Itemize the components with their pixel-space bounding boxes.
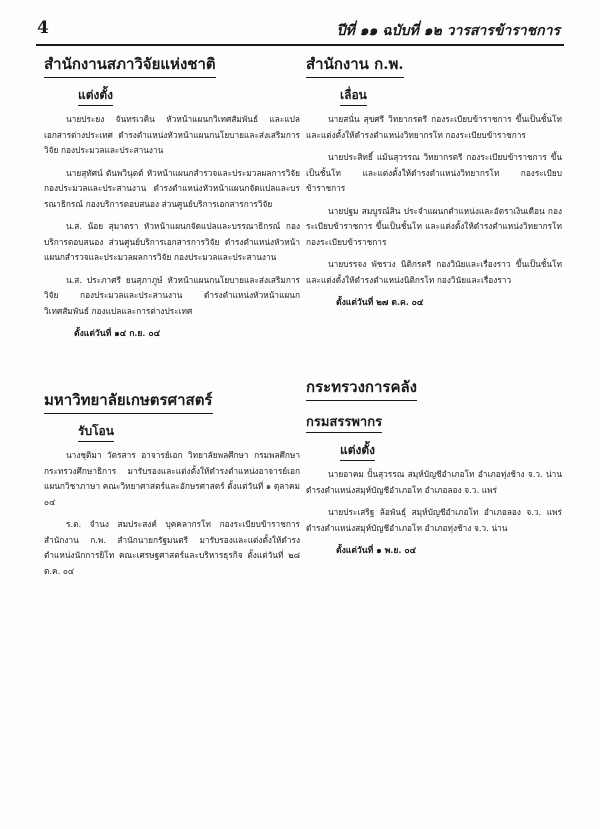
- section-national-research-council: [44, 52, 300, 340]
- promotion-paragraph: นายสนั่น สุขศรี วิทยากรตรี กองระเบียบข้าราชการ ขึ้นเป็นชั้นโท และแต่งตั้งให้ดำรงตำแหน่งวิทยากรโท กองระเบียบข้าราชการ: [306, 114, 562, 140]
- org-title: มหาวิทยาลัยเกษตรศาสตร์: [44, 388, 213, 414]
- appointment-paragraph: นายอาคม ปั้นสุวรรณ สมุห์บัญชีอำเภอโท อำเภอทุ่งช้าง จ.ว. น่าน ดำรงตำแหน่งสมุห์บัญชีอำเภอโท อำเภอลอง จ.ว. แพร่: [306, 469, 562, 495]
- appointment-paragraph: น.ส. น้อย สุมาตรา หัวหน้าแผนกจัดแปลและบรรณาธิกรณ์ กองบริการตอบสนอง ส่วนศูนย์บริการเอกสารการวิจัย ดำรงตำแหน่งหัวหน้าแผนกสำรวจและประมวลผลการวิจัย กองประมวลและประสานงาน: [44, 221, 300, 262]
- org-title: สำนักงาน ก.พ.: [306, 52, 404, 78]
- appointment-paragraph: นายสุทัศน์ ตันพวินุตต์ หัวหน้าแผนกสำรวจและประมวลผลการวิจัย กองประมวลและประสานงาน ดำรงตำแหน่งหัวหน้าแผนกจัดแปลและบรรณาธิกรณ์ กองบริการตอบสนอง ส่วนศูนย์บริการเอกสารการวิจัย: [44, 167, 300, 209]
- department-title: กรมสรรพากร: [306, 411, 382, 433]
- appointment-paragraph: นายประยง จันทรเวคิน หัวหน้าแผนกวิเทศสัมพันธ์ และแปลเอกสารต่างประเทศ ดำรงตำแหน่งหัวหน้าแผนกนโยบายและส่งเสริมการวิจัย กองประมวลและประสานงาน: [44, 114, 300, 155]
- effective-date: ตั้งแต่วันที่ ๑ พ.ย. ๐๔: [336, 546, 417, 556]
- appointment-paragraph: น.ส. ประภาศรี ยนสุภาภูษ์ หัวหน้าแผนกนโยบายและส่งเสริมการวิจัย กองประมวลและประสานงาน ดำรงตำแหน่งหัวหน้าแผนกวิเทศสัมพันธ์ กองแปลและการต่างประเทศ: [44, 274, 300, 316]
- appointment-paragraph: นางชุติมา วัตรสาร อาจารย์เอก วิทยาลัยพลศึกษา กรมพลศึกษา กระทรวงศึกษาธิการ มารับรองและแต่งตั้งให้ดำรงตำแหน่งอาจารย์เอกแผนกวิชาภาษา คณะวิทยาศาสตร์และอักษรศาสตร์ ตั้งแต่วันที่ ๑ ตุลาคม ๐๔: [44, 450, 300, 507]
- effective-date: ตั้งแต่วันที่ ๑๔ ก.ย. ๐๔: [74, 329, 161, 339]
- org-title: กระทรวงการคลัง: [306, 375, 417, 401]
- sub-heading: รับโอน: [78, 422, 114, 442]
- sub-heading: แต่งตั้ง: [78, 86, 113, 106]
- running-header: ปีที่ ๑๑ ฉบับที่ ๑๒ วารสารข้าราชการ: [336, 23, 560, 39]
- appointment-paragraph: นายประเสริฐ ล้อพันธุ์ สมุห์บัญชีอำเภอโท อำเภอลอง จ.ว. แพร่ ดำรงตำแหน่งสมุห์บัญชีอำเภอโท อำเภอทุ่งช้าง จ.ว. น่าน: [306, 507, 562, 533]
- section-civil-service-commission: [306, 52, 562, 309]
- section-kasetsart-university: [44, 388, 300, 579]
- sub-heading: แต่งตั้ง: [340, 441, 375, 461]
- header-rule: [36, 44, 564, 46]
- org-title: สำนักงานสภาวิจัยแห่งชาติ: [44, 52, 216, 78]
- appointment-paragraph: ร.ต. จำนง สมประสงค์ บุคคลากรโท กองระเบียบข้าราชการ สำนักงาน ก.พ. สำนักนายกรัฐมนตรี มารับรองและแต่งตั้งให้ดำรงตำแหน่งนักการยิโท คณะเศรษฐศาสตร์และบริหารธุรกิจ ตั้งแต่วันที่ ๒๘ ต.ค. ๐๔: [44, 519, 300, 576]
- section-ministry-of-finance: [306, 375, 562, 557]
- promotion-paragraph: นายบรรจง พัชรวง นิติกรตรี กองวินัยและเรื่องราว ขึ้นเป็นชั้นโท และแต่งตั้งให้ดำรงตำแหน่งนิติกรโท กองวินัยและเรื่องราว: [306, 259, 562, 285]
- promotion-paragraph: นายประสิทธิ์ แม้นสุวรรณ วิทยากรตรี กองระเบียบข้าราชการ ขึ้นเป็นชั้นโท และแต่งตั้งให้ดำรงตำแหน่งวิทยากรโท กองระเบียบข้าราชการ: [306, 152, 562, 193]
- sub-heading: เลื่อน: [340, 86, 367, 106]
- right-column: [306, 52, 562, 567]
- effective-date: ตั้งแต่วันที่ ๒๗ ต.ค. ๐๔: [336, 298, 424, 308]
- promotion-paragraph: นายปฐม สมบูรณ์สิน ประจำแผนกตำแหน่งและอัตราเงินเดือน กองระเบียบข้าราชการ ขึ้นเป็นชั้นโท และแต่งตั้งให้ดำรงตำแหน่งวิทยากรโท กองระเบียบข้าราชการ: [306, 205, 562, 247]
- page-number: 4: [37, 18, 49, 38]
- left-column: [44, 52, 300, 589]
